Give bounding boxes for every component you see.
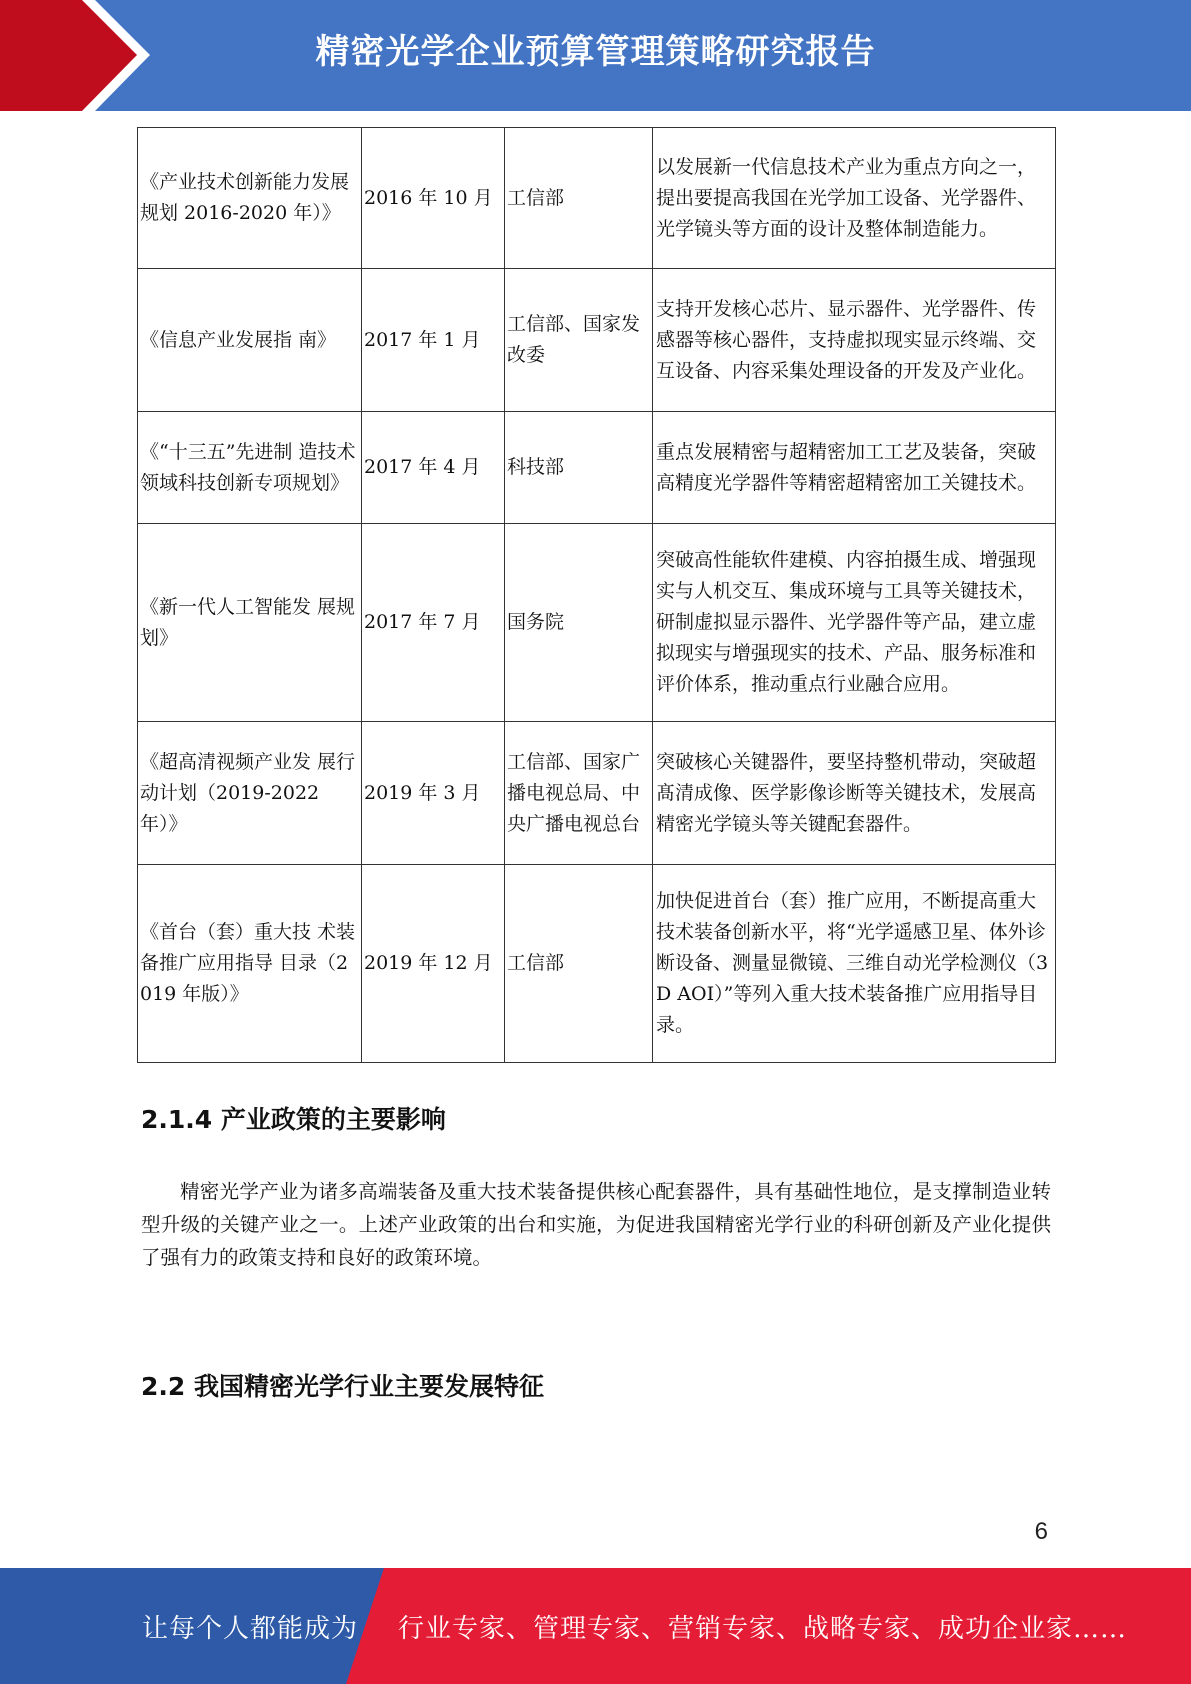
policy-name-cell: 《产业技术创新能力发展规划 2016-2020 年）》 <box>138 128 362 269</box>
policy-dept-cell: 工信部 <box>505 128 653 269</box>
header-banner <box>0 0 1191 111</box>
policy-desc-cell: 加快促进首台（套）推广应用，不断提高重大技术装备创新水平，将“光学遥感卫星、体外诊断设备、测量显微镜、三维自动光学检测仪（3D AOI）”等列入重大技术装备推广应用指导目录。 <box>653 865 1056 1063</box>
policy-date-cell: 2017 年 1 月 <box>362 269 505 412</box>
footer-slogan-left: 让每个人都能成为 <box>142 1614 359 1644</box>
table-row <box>138 722 1056 865</box>
footer-banner <box>0 1568 1191 1684</box>
policy-dept-cell: 国务院 <box>505 524 653 722</box>
policy-date-cell: 2016 年 10 月 <box>362 128 505 269</box>
table-row <box>138 412 1056 524</box>
policy-date-cell: 2017 年 7 月 <box>362 524 505 722</box>
document-title: 精密光学企业预算管理策略研究报告 <box>315 32 876 72</box>
policy-dept-cell: 科技部 <box>505 412 653 524</box>
policy-name-cell: 《新一代人工智能发 展规划》 <box>138 524 362 722</box>
section-heading-2-1-4: 2.1.4 产业政策的主要影响 <box>141 1105 446 1134</box>
footer-slogan-right: 行业专家、管理专家、营销专家、战略专家、成功企业家…… <box>398 1614 1128 1644</box>
table-row <box>138 128 1056 269</box>
table-row <box>138 865 1056 1063</box>
table-row <box>138 269 1056 412</box>
policy-date-cell: 2017 年 4 月 <box>362 412 505 524</box>
policy-name-cell: 《超高清视频产业发 展行动计划（2019-2022 年）》 <box>138 722 362 865</box>
policy-dept-cell: 工信部、国家广播电视总局、中央广播电视总台 <box>505 722 653 865</box>
policy-date-cell: 2019 年 12 月 <box>362 865 505 1063</box>
policy-desc-cell: 重点发展精密与超精密加工工艺及装备，突破高精度光学器件等精密超精密加工关键技术。 <box>653 412 1056 524</box>
policy-date-cell: 2019 年 3 月 <box>362 722 505 865</box>
policy-desc-cell: 以发展新一代信息技术产业为重点方向之一，提出要提高我国在光学加工设备、光学器件、光学镜头等方面的设计及整体制造能力。 <box>653 128 1056 269</box>
policy-dept-cell: 工信部、国家发改委 <box>505 269 653 412</box>
page-number: 6 <box>1034 1518 1048 1545</box>
policy-desc-cell: 支持开发核心芯片、显示器件、光学器件、传感器等核心器件，支持虚拟现实显示终端、交互设备、内容采集处理设备的开发及产业化。 <box>653 269 1056 412</box>
policy-name-cell: 《首台（套）重大技 术装备推广应用指导 目录（2019 年版）》 <box>138 865 362 1063</box>
policy-name-cell: 《信息产业发展指 南》 <box>138 269 362 412</box>
policy-dept-cell: 工信部 <box>505 865 653 1063</box>
body-paragraph: 精密光学产业为诸多高端装备及重大技术装备提供核心配套器件，具有基础性地位，是支撑制造业转型升级的关键产业之一。上述产业政策的出台和实施，为促进我国精密光学行业的科研创新及产业化提供了强有力的政策支持和良好的政策环境。 <box>141 1180 1051 1269</box>
red-arrow-decoration <box>0 0 150 111</box>
policy-name-cell: 《“十三五”先进制 造技术领域科技创新专项规划》 <box>138 412 362 524</box>
policy-desc-cell: 突破核心关键器件，要坚持整机带动，突破超髙清成像、医学影像诊断等关键技术，发展高精密光学镜头等关键配套器件。 <box>653 722 1056 865</box>
section-heading-2-2: 2.2 我国精密光学行业主要发展特征 <box>141 1372 544 1401</box>
policy-table <box>137 127 1056 1063</box>
policy-desc-cell: 突破高性能软件建模、内容拍摄生成、增强现实与人机交互、集成环境与工具等关键技术，研制虚拟显示器件、光学器件等产品，建立虚拟现实与增强现实的技术、产品、服务标准和评价体系，推动重点行业融合应用。 <box>653 524 1056 722</box>
table-row <box>138 524 1056 722</box>
